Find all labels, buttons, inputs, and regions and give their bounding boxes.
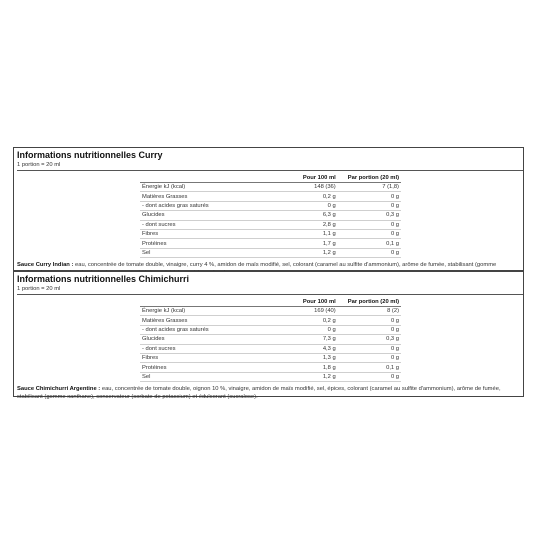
ingredients-list [17,385,519,401]
per-portion-value: 0,3 g [338,211,401,220]
table-row [140,363,401,372]
panel-title: Informations nutritionnelles Curry [17,150,163,160]
per-portion-value: 0 g [338,372,401,381]
table-row [140,372,401,381]
per-portion-value: 0 g [338,201,401,210]
per-portion-value: 8 (2) [338,307,401,316]
table-row [140,335,401,344]
table-row [140,307,401,316]
per-portion-value: 0,1 g [338,239,401,248]
nutrient-label: Glucides 7,3 g [142,336,336,343]
table-row [140,220,401,229]
nutrient-label: Sel 1,2 g [142,249,336,256]
panel-title: Informations nutritionnelles Chimichurri [17,274,190,284]
per-portion-value: 0 g [338,220,401,229]
portion-size: 1 portion = 20 ml [17,161,523,171]
nutrient-label: - dont acides gras saturés 0 g [142,326,336,333]
per-portion-value: 0 g [338,325,401,334]
nutrient-label: Protéines 1,8 g [142,364,336,371]
nutrient-label: - dont sucres 2,8 g [142,221,336,228]
per-portion-value: 7 (1,8) [338,183,401,192]
table-header-row [140,298,401,307]
column-header-per-100ml: Pour 100 ml [140,174,338,183]
per-portion-value: 0 g [338,316,401,325]
nutrition-table [140,298,401,382]
nutrition-panel-curry [13,147,524,271]
nutrient-label: Fibres 1,3 g [142,355,336,362]
table-row [140,239,401,248]
per-portion-value: 0,3 g [338,335,401,344]
nutrient-label: - dont sucres 4,3 g [142,345,336,352]
table-row [140,192,401,201]
nutrient-label: - dont acides gras saturés 0 g [142,202,336,209]
per-portion-value: 0 g [338,248,401,257]
column-header-per-portion: Par portion (20 ml) [338,174,401,183]
nutrient-label: Glucides 6,3 g [142,212,336,219]
per-portion-value: 0 g [338,229,401,238]
ingredients-text: eau, concentrée de tomate double, vinaigre, curry 4 %, amidon de maïs modifié, sel, colorant (caramel au sulfite d'ammonium), arôme de fumée, stabilisant (gomme [75,262,497,269]
per-portion-value: 0,1 g [338,363,401,372]
table-row [140,353,401,362]
nutrition-panel-chimichurri [13,271,524,401]
per-portion-value: 0 g [338,353,401,362]
table-row [140,183,401,192]
nutrient-label: Protéines 1,7 g [142,240,336,247]
ingredients-product-name: Sauce Chimichurri Argentine : [17,386,101,393]
nutrient-label: Fibres 1,1 g [142,231,336,238]
ingredients-text: eau, concentrée de tomate double, oignon 10 %, vinaigre, amidon de maïs modifié, sel, épices, colorant (caramel au sulfite d'ammonium), arôme de fumée, stabilisant (gomme xanthane), conservateur (sorbate de potassium) et édulcorant (sucralose). [17,386,501,401]
table-header-row [140,174,401,183]
table-row [140,344,401,353]
ingredients-product-name: Sauce Curry Indian : [17,262,74,269]
portion-size: 1 portion = 20 ml [17,285,523,295]
nutrient-label: Matières Grasses 0,2 g [142,317,336,324]
table-row [140,325,401,334]
nutrient-label: Énergie kJ (kcal) 169 (40) [142,308,336,315]
nutrient-label: Matières Grasses 0,2 g [142,193,336,200]
nutrient-label: Sel 1,2 g [142,373,336,380]
column-header-per-portion: Par portion (20 ml) [338,298,401,307]
table-row [140,248,401,257]
table-row [140,316,401,325]
per-portion-value: 0 g [338,192,401,201]
nutrition-table [140,174,401,258]
column-header-per-100ml: Pour 100 ml [140,298,338,307]
table-row [140,211,401,220]
table-row [140,201,401,210]
per-portion-value: 0 g [338,344,401,353]
nutrient-label: Énergie kJ (kcal) 148 (36) [142,184,336,191]
table-row [140,229,401,238]
